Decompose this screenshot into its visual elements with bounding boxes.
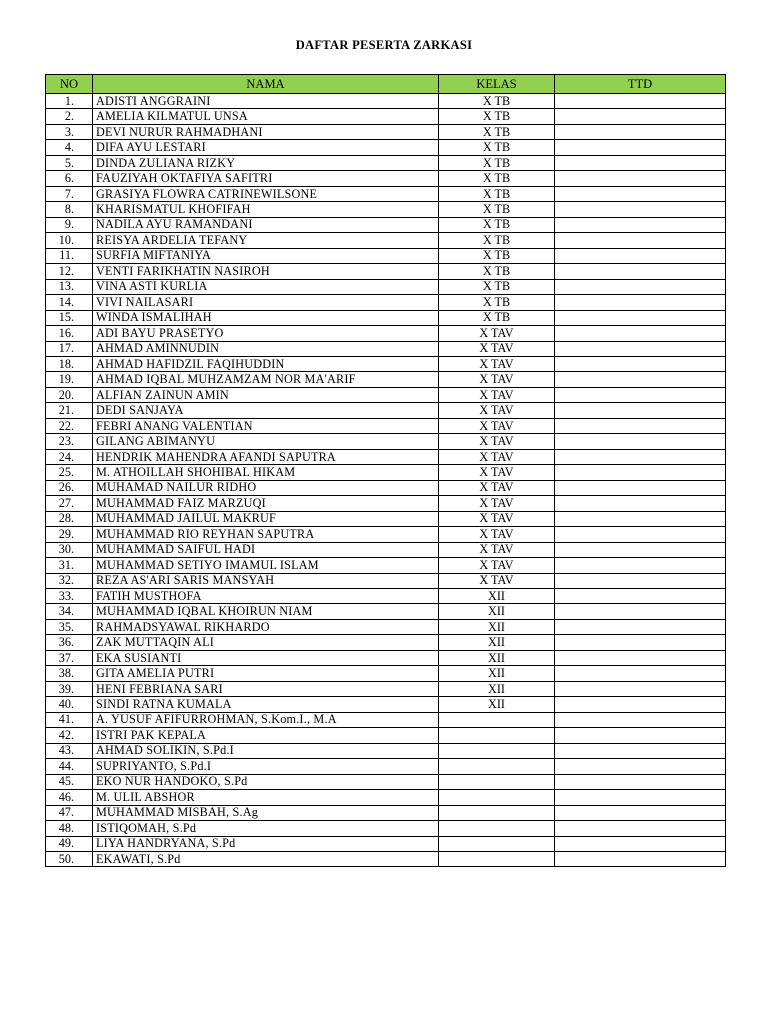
cell-no: 8. bbox=[46, 202, 93, 217]
cell-kelas: XII bbox=[439, 681, 555, 696]
table-row bbox=[46, 356, 726, 371]
table-row bbox=[46, 511, 726, 526]
table-row bbox=[46, 604, 726, 619]
cell-nama: M. ULIL ABSHOR bbox=[93, 790, 439, 805]
cell-ttd-signature bbox=[555, 681, 726, 696]
cell-kelas: X TAV bbox=[439, 480, 555, 495]
table-row bbox=[46, 821, 726, 836]
cell-nama: HENDRIK MAHENDRA AFANDI SAPUTRA bbox=[93, 449, 439, 464]
cell-nama: EKO NUR HANDOKO, S.Pd bbox=[93, 774, 439, 789]
header-nama: NAMA bbox=[93, 75, 439, 94]
cell-no: 26. bbox=[46, 480, 93, 495]
cell-nama: AHMAD IQBAL MUHZAMZAM NOR MA'ARIF bbox=[93, 372, 439, 387]
cell-nama: DIFA AYU LESTARI bbox=[93, 140, 439, 155]
participant-table bbox=[45, 74, 726, 867]
table-row bbox=[46, 851, 726, 866]
table-row bbox=[46, 387, 726, 402]
table-row bbox=[46, 743, 726, 758]
table-row bbox=[46, 202, 726, 217]
cell-ttd-signature bbox=[555, 449, 726, 464]
cell-kelas bbox=[439, 743, 555, 758]
cell-kelas: X TB bbox=[439, 248, 555, 263]
cell-no: 48. bbox=[46, 821, 93, 836]
cell-nama: SINDI RATNA KUMALA bbox=[93, 697, 439, 712]
cell-kelas: X TB bbox=[439, 310, 555, 325]
table-row bbox=[46, 94, 726, 109]
table-row bbox=[46, 558, 726, 573]
table-row bbox=[46, 155, 726, 170]
table-row bbox=[46, 372, 726, 387]
cell-ttd-signature bbox=[555, 759, 726, 774]
cell-ttd-signature bbox=[555, 279, 726, 294]
cell-no: 9. bbox=[46, 217, 93, 232]
table-row bbox=[46, 650, 726, 665]
cell-kelas bbox=[439, 790, 555, 805]
cell-no: 29. bbox=[46, 527, 93, 542]
cell-no: 24. bbox=[46, 449, 93, 464]
cell-kelas: XII bbox=[439, 697, 555, 712]
cell-no: 23. bbox=[46, 434, 93, 449]
cell-ttd-signature bbox=[555, 217, 726, 232]
cell-kelas: X TAV bbox=[439, 418, 555, 433]
header-no: NO bbox=[46, 75, 93, 94]
header-ttd: TTD bbox=[555, 75, 726, 94]
cell-nama: AHMAD AMINNUDIN bbox=[93, 341, 439, 356]
cell-no: 7. bbox=[46, 186, 93, 201]
table-row bbox=[46, 217, 726, 232]
cell-kelas: XII bbox=[439, 650, 555, 665]
cell-kelas: X TB bbox=[439, 140, 555, 155]
cell-kelas bbox=[439, 712, 555, 727]
cell-kelas: X TB bbox=[439, 94, 555, 109]
cell-kelas: X TB bbox=[439, 264, 555, 279]
cell-nama: FATIH MUSTHOFA bbox=[93, 589, 439, 604]
cell-nama: GITA AMELIA PUTRI bbox=[93, 666, 439, 681]
table-row bbox=[46, 589, 726, 604]
cell-ttd-signature bbox=[555, 372, 726, 387]
cell-nama: VENTI FARIKHATIN NASIROH bbox=[93, 264, 439, 279]
cell-no: 40. bbox=[46, 697, 93, 712]
cell-nama: MUHAMMAD JAILUL MAKRUF bbox=[93, 511, 439, 526]
cell-kelas bbox=[439, 821, 555, 836]
cell-no: 13. bbox=[46, 279, 93, 294]
cell-kelas bbox=[439, 759, 555, 774]
cell-nama: WINDA ISMALIHAH bbox=[93, 310, 439, 325]
cell-ttd-signature bbox=[555, 403, 726, 418]
cell-nama: M. ATHOILLAH SHOHIBAL HIKAM bbox=[93, 465, 439, 480]
cell-ttd-signature bbox=[555, 573, 726, 588]
cell-kelas: X TB bbox=[439, 295, 555, 310]
cell-no: 27. bbox=[46, 496, 93, 511]
cell-kelas: X TAV bbox=[439, 356, 555, 371]
table-row bbox=[46, 681, 726, 696]
cell-ttd-signature bbox=[555, 418, 726, 433]
cell-nama: MUHAMMAD MISBAH, S.Ag bbox=[93, 805, 439, 820]
cell-kelas: X TAV bbox=[439, 372, 555, 387]
cell-kelas bbox=[439, 774, 555, 789]
table-row bbox=[46, 836, 726, 851]
cell-no: 31. bbox=[46, 558, 93, 573]
cell-no: 1. bbox=[46, 94, 93, 109]
cell-ttd-signature bbox=[555, 496, 726, 511]
cell-kelas: X TAV bbox=[439, 341, 555, 356]
cell-ttd-signature bbox=[555, 836, 726, 851]
cell-no: 5. bbox=[46, 155, 93, 170]
cell-ttd-signature bbox=[555, 295, 726, 310]
cell-ttd-signature bbox=[555, 465, 726, 480]
cell-no: 2. bbox=[46, 109, 93, 124]
cell-no: 37. bbox=[46, 650, 93, 665]
cell-kelas: XII bbox=[439, 635, 555, 650]
cell-ttd-signature bbox=[555, 155, 726, 170]
cell-no: 16. bbox=[46, 326, 93, 341]
cell-ttd-signature bbox=[555, 527, 726, 542]
cell-nama: EKA SUSIANTI bbox=[93, 650, 439, 665]
cell-kelas: X TAV bbox=[439, 558, 555, 573]
cell-ttd-signature bbox=[555, 851, 726, 866]
cell-ttd-signature bbox=[555, 712, 726, 727]
cell-nama: HENI FEBRIANA SARI bbox=[93, 681, 439, 696]
table-row bbox=[46, 666, 726, 681]
cell-ttd-signature bbox=[555, 635, 726, 650]
cell-no: 22. bbox=[46, 418, 93, 433]
cell-ttd-signature bbox=[555, 264, 726, 279]
cell-no: 11. bbox=[46, 248, 93, 263]
table-row bbox=[46, 619, 726, 634]
table-row bbox=[46, 496, 726, 511]
cell-nama: FAUZIYAH OKTAFIYA SAFITRI bbox=[93, 171, 439, 186]
table-row bbox=[46, 635, 726, 650]
cell-kelas: X TB bbox=[439, 171, 555, 186]
cell-kelas: X TB bbox=[439, 233, 555, 248]
cell-no: 28. bbox=[46, 511, 93, 526]
header-kelas: KELAS bbox=[439, 75, 555, 94]
table-row bbox=[46, 140, 726, 155]
cell-no: 32. bbox=[46, 573, 93, 588]
cell-kelas bbox=[439, 728, 555, 743]
cell-no: 36. bbox=[46, 635, 93, 650]
cell-ttd-signature bbox=[555, 650, 726, 665]
cell-ttd-signature bbox=[555, 109, 726, 124]
table-row bbox=[46, 790, 726, 805]
cell-no: 4. bbox=[46, 140, 93, 155]
table-row bbox=[46, 759, 726, 774]
cell-ttd-signature bbox=[555, 480, 726, 495]
cell-nama: KHARISMATUL KHOFIFAH bbox=[93, 202, 439, 217]
cell-no: 12. bbox=[46, 264, 93, 279]
cell-ttd-signature bbox=[555, 743, 726, 758]
cell-ttd-signature bbox=[555, 356, 726, 371]
cell-kelas: X TAV bbox=[439, 527, 555, 542]
cell-nama: NADILA AYU RAMANDANI bbox=[93, 217, 439, 232]
cell-ttd-signature bbox=[555, 94, 726, 109]
cell-kelas: XII bbox=[439, 604, 555, 619]
cell-no: 14. bbox=[46, 295, 93, 310]
cell-ttd-signature bbox=[555, 202, 726, 217]
table-row bbox=[46, 279, 726, 294]
cell-ttd-signature bbox=[555, 589, 726, 604]
cell-nama: ZAK MUTTAQIN ALI bbox=[93, 635, 439, 650]
cell-no: 46. bbox=[46, 790, 93, 805]
cell-kelas: X TAV bbox=[439, 573, 555, 588]
cell-no: 18. bbox=[46, 356, 93, 371]
cell-kelas: X TAV bbox=[439, 542, 555, 557]
table-row bbox=[46, 480, 726, 495]
cell-nama: AHMAD SOLIKIN, S.Pd.I bbox=[93, 743, 439, 758]
cell-no: 41. bbox=[46, 712, 93, 727]
cell-ttd-signature bbox=[555, 542, 726, 557]
cell-nama: A. YUSUF AFIFURROHMAN, S.Kom.I., M.A bbox=[93, 712, 439, 727]
table-row bbox=[46, 109, 726, 124]
cell-ttd-signature bbox=[555, 821, 726, 836]
cell-ttd-signature bbox=[555, 774, 726, 789]
cell-nama: MUHAMMAD IQBAL KHOIRUN NIAM bbox=[93, 604, 439, 619]
cell-ttd-signature bbox=[555, 248, 726, 263]
cell-kelas: XII bbox=[439, 619, 555, 634]
cell-kelas: X TB bbox=[439, 217, 555, 232]
cell-no: 34. bbox=[46, 604, 93, 619]
cell-no: 44. bbox=[46, 759, 93, 774]
cell-no: 50. bbox=[46, 851, 93, 866]
table-body bbox=[46, 94, 726, 867]
table-row bbox=[46, 697, 726, 712]
cell-kelas bbox=[439, 836, 555, 851]
cell-ttd-signature bbox=[555, 341, 726, 356]
cell-no: 38. bbox=[46, 666, 93, 681]
cell-ttd-signature bbox=[555, 728, 726, 743]
cell-ttd-signature bbox=[555, 310, 726, 325]
cell-kelas bbox=[439, 805, 555, 820]
cell-kelas: X TAV bbox=[439, 465, 555, 480]
table-row bbox=[46, 527, 726, 542]
cell-no: 42. bbox=[46, 728, 93, 743]
cell-nama: MUHAMMAD SETIYO IMAMUL ISLAM bbox=[93, 558, 439, 573]
table-row bbox=[46, 186, 726, 201]
cell-ttd-signature bbox=[555, 387, 726, 402]
table-row bbox=[46, 712, 726, 727]
cell-nama: AHMAD HAFIDZIL FAQIHUDDIN bbox=[93, 356, 439, 371]
cell-nama: DINDA ZULIANA RIZKY bbox=[93, 155, 439, 170]
cell-nama: LIYA HANDRYANA, S.Pd bbox=[93, 836, 439, 851]
table-row bbox=[46, 124, 726, 139]
cell-ttd-signature bbox=[555, 604, 726, 619]
cell-nama: ADI BAYU PRASETYO bbox=[93, 326, 439, 341]
cell-kelas: X TAV bbox=[439, 511, 555, 526]
cell-nama: DEDI SANJAYA bbox=[93, 403, 439, 418]
cell-kelas: XII bbox=[439, 666, 555, 681]
cell-kelas: X TB bbox=[439, 186, 555, 201]
cell-nama: MUHAMMAD FAIZ MARZUQI bbox=[93, 496, 439, 511]
cell-no: 43. bbox=[46, 743, 93, 758]
cell-no: 19. bbox=[46, 372, 93, 387]
cell-nama: ADISTI ANGGRAINI bbox=[93, 94, 439, 109]
cell-no: 3. bbox=[46, 124, 93, 139]
cell-ttd-signature bbox=[555, 326, 726, 341]
table-row bbox=[46, 573, 726, 588]
cell-ttd-signature bbox=[555, 434, 726, 449]
cell-kelas: X TB bbox=[439, 202, 555, 217]
cell-no: 10. bbox=[46, 233, 93, 248]
cell-nama: SUPRIYANTO, S.Pd.I bbox=[93, 759, 439, 774]
cell-ttd-signature bbox=[555, 558, 726, 573]
cell-nama: VINA ASTI KURLIA bbox=[93, 279, 439, 294]
table-row bbox=[46, 171, 726, 186]
table-row bbox=[46, 434, 726, 449]
cell-nama: MUHAMMAD RIO REYHAN SAPUTRA bbox=[93, 527, 439, 542]
cell-nama: REZA AS'ARI SARIS MANSYAH bbox=[93, 573, 439, 588]
cell-kelas: X TB bbox=[439, 109, 555, 124]
cell-ttd-signature bbox=[555, 233, 726, 248]
cell-nama: ISTIQOMAH, S.Pd bbox=[93, 821, 439, 836]
table-row bbox=[46, 728, 726, 743]
table-row bbox=[46, 805, 726, 820]
table-row bbox=[46, 264, 726, 279]
cell-kelas: XII bbox=[439, 589, 555, 604]
cell-no: 20. bbox=[46, 387, 93, 402]
cell-nama: RAHMADSYAWAL RIKHARDO bbox=[93, 619, 439, 634]
cell-ttd-signature bbox=[555, 790, 726, 805]
cell-nama: ALFIAN ZAINUN AMIN bbox=[93, 387, 439, 402]
cell-ttd-signature bbox=[555, 186, 726, 201]
cell-ttd-signature bbox=[555, 511, 726, 526]
cell-nama: GILANG ABIMANYU bbox=[93, 434, 439, 449]
cell-ttd-signature bbox=[555, 805, 726, 820]
table-row bbox=[46, 774, 726, 789]
table-row bbox=[46, 326, 726, 341]
cell-no: 33. bbox=[46, 589, 93, 604]
cell-nama: DEVI NURUR RAHMADHANI bbox=[93, 124, 439, 139]
table-row bbox=[46, 248, 726, 263]
cell-nama: AMELIA KILMATUL UNSA bbox=[93, 109, 439, 124]
cell-nama: GRASIYA FLOWRA CATRINEWILSONE bbox=[93, 186, 439, 201]
cell-kelas: X TB bbox=[439, 279, 555, 294]
cell-no: 45. bbox=[46, 774, 93, 789]
cell-nama: FEBRI ANANG VALENTIAN bbox=[93, 418, 439, 433]
table-row bbox=[46, 418, 726, 433]
cell-kelas bbox=[439, 851, 555, 866]
cell-nama: MUHAMMAD SAIFUL HADI bbox=[93, 542, 439, 557]
table-row bbox=[46, 449, 726, 464]
cell-no: 15. bbox=[46, 310, 93, 325]
cell-no: 21. bbox=[46, 403, 93, 418]
cell-nama: MUHAMAD NAILUR RIDHO bbox=[93, 480, 439, 495]
cell-no: 47. bbox=[46, 805, 93, 820]
cell-kelas: X TAV bbox=[439, 387, 555, 402]
cell-no: 35. bbox=[46, 619, 93, 634]
table-row bbox=[46, 310, 726, 325]
cell-ttd-signature bbox=[555, 171, 726, 186]
page-title: DAFTAR PESERTA ZARKASI bbox=[295, 38, 473, 52]
cell-kelas: X TAV bbox=[439, 403, 555, 418]
cell-kelas: X TAV bbox=[439, 434, 555, 449]
cell-no: 6. bbox=[46, 171, 93, 186]
table-row bbox=[46, 295, 726, 310]
table-header-row bbox=[46, 75, 726, 94]
table-row bbox=[46, 233, 726, 248]
cell-no: 39. bbox=[46, 681, 93, 696]
table-row bbox=[46, 465, 726, 480]
cell-ttd-signature bbox=[555, 140, 726, 155]
cell-nama: VIVI NAILASARI bbox=[93, 295, 439, 310]
cell-kelas: X TAV bbox=[439, 449, 555, 464]
cell-nama: SURFIA MIFTANIYA bbox=[93, 248, 439, 263]
cell-nama: EKAWATI, S.Pd bbox=[93, 851, 439, 866]
table-row bbox=[46, 341, 726, 356]
cell-nama: ISTRI PAK KEPALA bbox=[93, 728, 439, 743]
cell-ttd-signature bbox=[555, 619, 726, 634]
cell-kelas: X TAV bbox=[439, 496, 555, 511]
table-row bbox=[46, 542, 726, 557]
cell-no: 49. bbox=[46, 836, 93, 851]
cell-kelas: X TB bbox=[439, 155, 555, 170]
cell-kelas: X TAV bbox=[439, 326, 555, 341]
table-row bbox=[46, 403, 726, 418]
cell-ttd-signature bbox=[555, 124, 726, 139]
cell-ttd-signature bbox=[555, 697, 726, 712]
cell-ttd-signature bbox=[555, 666, 726, 681]
cell-no: 25. bbox=[46, 465, 93, 480]
cell-no: 17. bbox=[46, 341, 93, 356]
cell-kelas: X TB bbox=[439, 124, 555, 139]
cell-nama: REISYA ARDELIA TEFANY bbox=[93, 233, 439, 248]
cell-no: 30. bbox=[46, 542, 93, 557]
